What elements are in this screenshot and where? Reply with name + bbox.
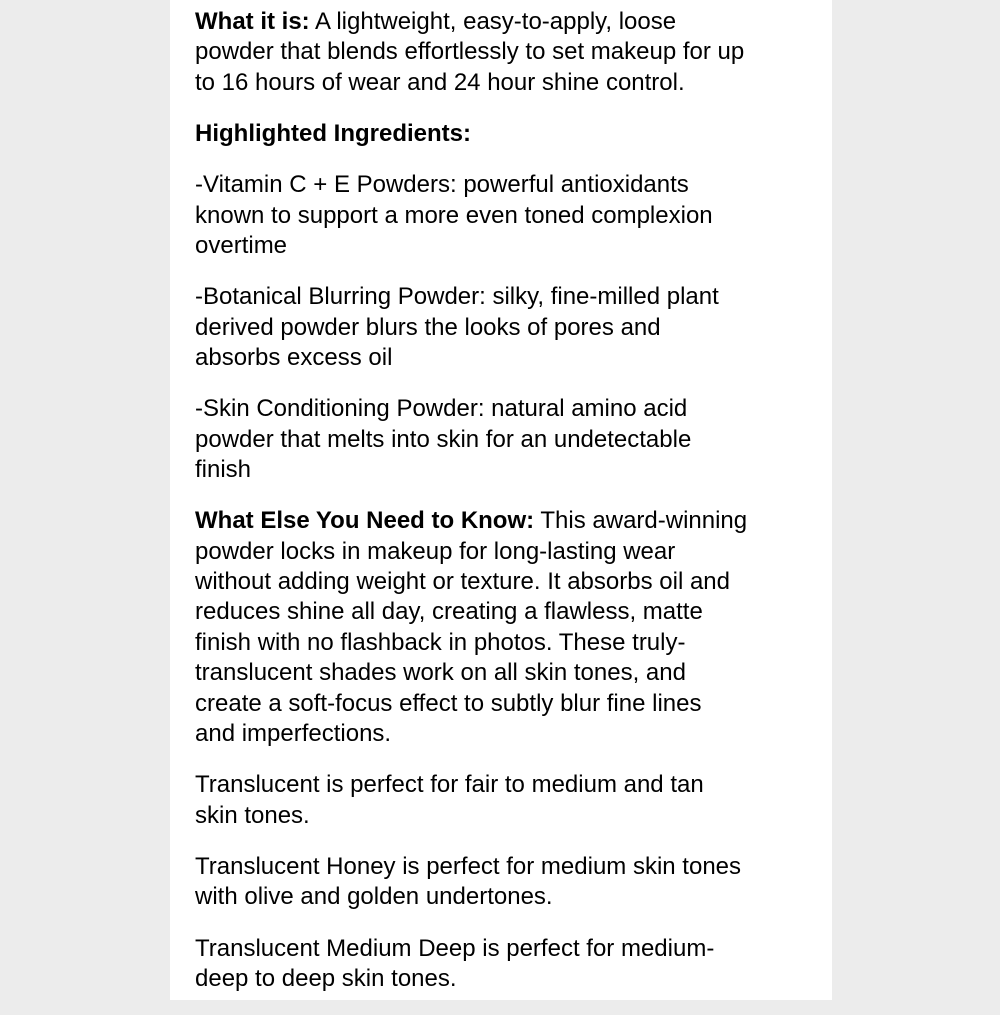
highlighted-ingredients-heading: Highlighted Ingredients:: [195, 120, 471, 148]
ingredient-item: -Botanical Blurring Powder: silky, fine-milled plant derived powder blurs the looks of pores and absorbs excess oil: [195, 283, 719, 372]
what-it-is-label: What it is:: [195, 8, 310, 35]
product-description: [195, 7, 825, 1015]
what-it-is-paragraph: What it is: A lightweight, easy-to-apply, loose powder that blends effortlessly to set makeup for up to 16 hours of wear and 24 hour shine control.: [195, 8, 745, 96]
ingredient-item: -Vitamin C + E Powders: powerful antioxidants known to support a more even toned complexion overtime: [195, 171, 713, 260]
what-else-label: What Else You Need to Know:: [195, 507, 535, 535]
shade-paragraph: Translucent Medium Deep is perfect for medium- deep to deep skin tones.: [195, 934, 715, 992]
shade-paragraph: Translucent is perfect for fair to medium and tan skin tones.: [195, 771, 704, 829]
document-page: [170, 0, 832, 1000]
ingredient-item: -Skin Conditioning Powder: natural amino acid powder that melts into skin for an undetectable finish: [195, 395, 692, 484]
what-else-paragraph: What Else You Need to Know: This award-winning powder locks in makeup for long-lasting wear without adding weight or texture. It absorbs oil and reduces shine all day, creating a flawless, matte finish with no flashback in photos. These truly- translucent shades work on all skin tones, and create a soft-focus effect to subtly blur fine lines and imperfections.: [195, 507, 748, 748]
shade-paragraph: Translucent Honey is perfect for medium skin tones with olive and golden undertones.: [195, 852, 742, 911]
